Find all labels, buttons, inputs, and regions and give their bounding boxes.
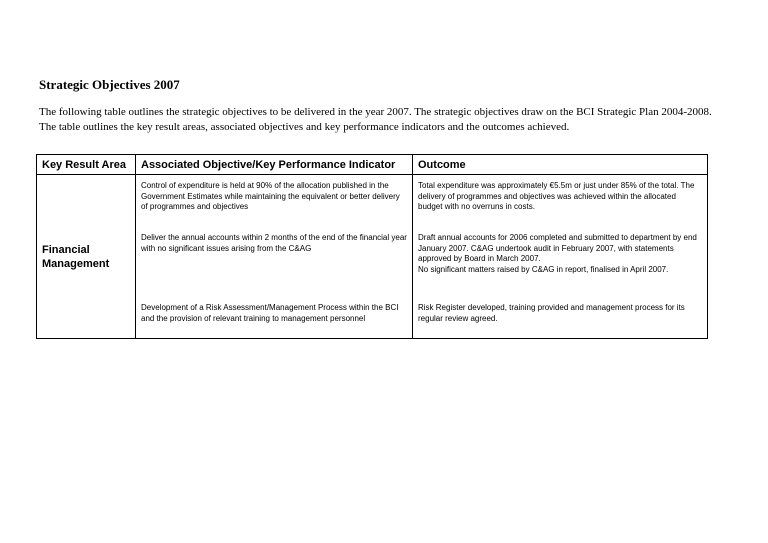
- objectives-table: [36, 154, 708, 339]
- objectives-cell: [136, 175, 413, 339]
- outcome-2-block: [418, 233, 702, 303]
- outcome-1: Total expenditure was approximately €5.5m or just under 85% of the total. The delivery of programmes and objectives was achieved within the allocated budget with no overruns in costs.: [418, 181, 695, 211]
- table-row: [37, 175, 708, 339]
- objective-1: Control of expenditure is held at 90% of the allocation published in the Government Estimates while maintaining the equivalent or better delivery of programmes and objectives: [141, 181, 400, 211]
- objective-2: Deliver the annual accounts within 2 months of the end of the financial year with no significant issues arising from the C&AG: [141, 233, 407, 253]
- header-outcome: Outcome: [413, 155, 708, 175]
- outcome-2-extra: No significant matters raised by C&AG in report, finalised in April 2007.: [418, 264, 669, 274]
- key-result-area-label: Financial Management: [42, 243, 110, 270]
- table-header-row: [37, 155, 708, 175]
- objective-3: Development of a Risk Assessment/Management Process within the BCI and the provision of relevant training to management personnel: [141, 303, 399, 323]
- key-result-area-cell: [37, 175, 136, 339]
- intro-paragraph: The following table outlines the strategic objectives to be delivered in the year 2007. The strategic objectives draw on the BCI Strategic Plan 2004-2008. The table outlines the key result areas, associated objectives and key performance indicators and the outcomes achieved.: [39, 106, 712, 133]
- outcomes-cell: [413, 175, 708, 339]
- header-objective: Associated Objective/Key Performance Indicator: [136, 155, 413, 175]
- header-key-result-area: Key Result Area: [37, 155, 136, 175]
- outcome-2: Draft annual accounts for 2006 completed and submitted to department by end January 2007. C&AG undertook audit in February 2007, with statements approved by Board in March 2007.: [418, 233, 697, 263]
- page-title: Strategic Objectives 2007: [39, 77, 180, 92]
- outcome-3: Risk Register developed, training provided and management process for its regular review agreed.: [418, 303, 685, 323]
